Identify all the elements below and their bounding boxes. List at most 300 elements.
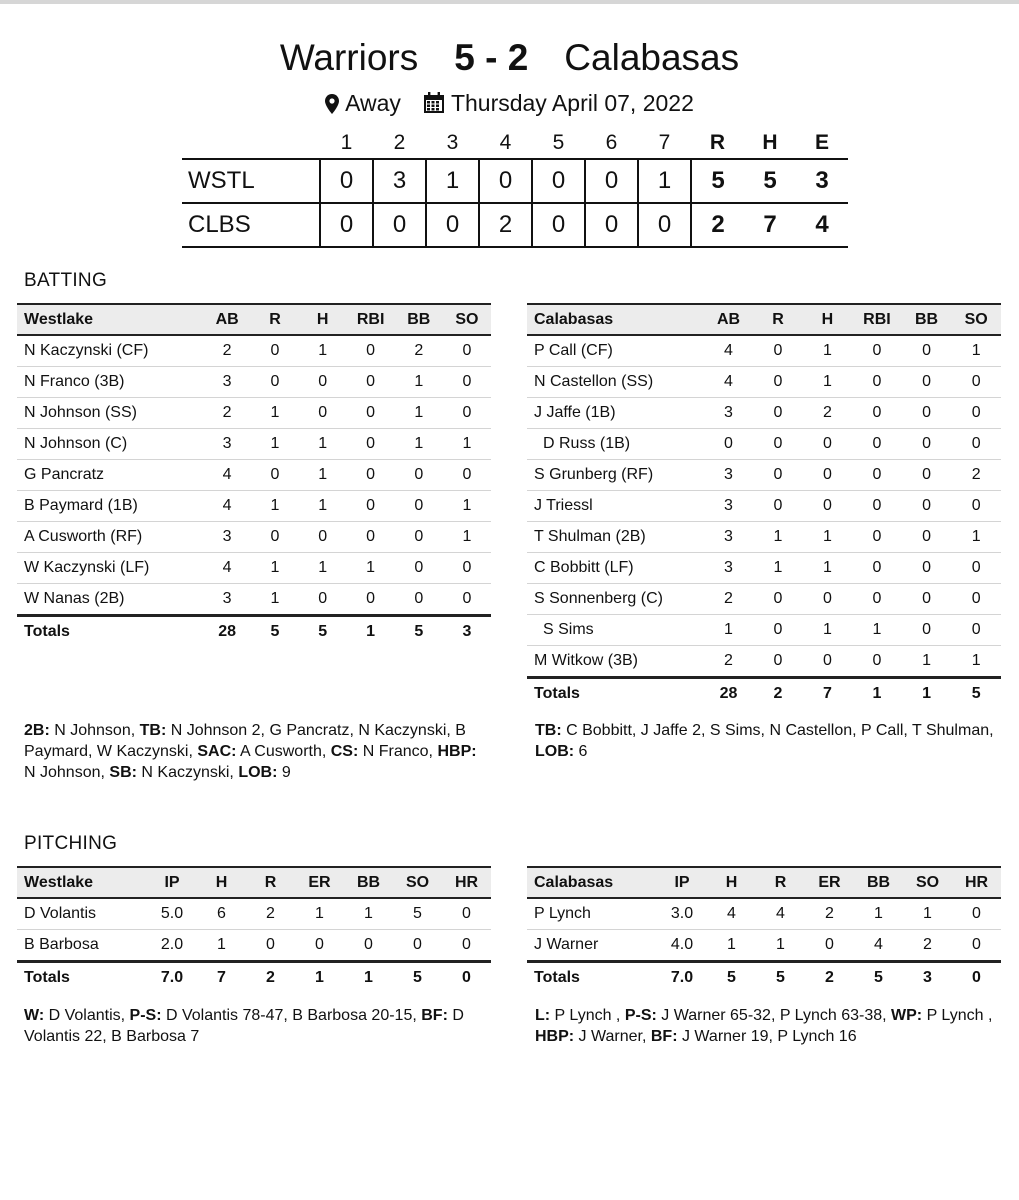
total-value: 5 [951,678,1001,710]
stat-value: 1 [803,335,852,367]
stat-value: 0 [266,936,275,953]
stat-value: 0 [753,367,802,398]
inning-header: 7 [658,131,671,154]
stat-value: 0 [902,584,952,615]
stat-column-header: R [246,867,295,898]
note-key: WP: [891,1007,923,1024]
player-row [527,930,1001,962]
stat-column-header: AB [203,304,251,335]
stat-value: 2 [203,335,251,367]
player-name: B Barbosa [24,936,99,953]
stat-value: 0 [315,936,324,953]
note-value: D Volantis 22, B Barbosa 7 [24,1007,464,1045]
stat-value: 3.0 [657,898,707,930]
stat-value: 1 [395,398,443,429]
totals-row [17,616,491,648]
stat-value: 3 [704,491,754,522]
stat-value: 0 [902,398,952,429]
note-value: J Warner 65-32, P Lynch 63-38, [656,1007,892,1024]
player-row [527,898,1001,930]
player-row [527,615,1001,646]
stat-value: 2 [805,898,854,930]
stat-value: 1 [395,429,443,460]
player-row [17,398,491,429]
stat-value: 0 [902,522,952,553]
stat-value: 0 [299,522,347,553]
stat-value: 2 [203,398,251,429]
stat-value: 0 [852,522,902,553]
stat-value: 0 [462,936,471,953]
player-name: W Kaczynski (LF) [17,553,203,584]
player-name: D Russ (1B) [527,429,704,460]
note-key: L: [535,1007,551,1024]
total-value: 5 [393,962,442,994]
player-row [17,930,491,962]
inning-header: 2 [393,131,406,154]
stat-value: 2 [704,584,754,615]
team-column-header: Calabasas [527,867,657,898]
totals-label: Totals [17,962,147,994]
stat-value: 1 [951,335,1001,367]
total-value: 5 [299,616,347,648]
note-value: C Bobbitt, J Jaffe 2, S Sims, N Castellon, P Call, T Shulman, [561,722,994,739]
stat-value: 3 [704,460,754,491]
stat-value: 6 [197,898,246,930]
total-errors: 4 [796,203,848,247]
inning-runs: 0 [532,203,585,247]
stat-value: 1 [443,491,491,522]
line-score-table [182,128,848,248]
hits-header: H [762,131,778,154]
total-value: 7.0 [657,962,707,994]
stat-value: 0 [443,553,491,584]
away-team-name: Calabasas [564,37,740,78]
total-value: 5 [707,962,756,994]
total-value: 5 [395,616,443,648]
westlake-batting-table [17,303,491,647]
note-key: HBP: [437,743,477,760]
player-row [17,367,491,398]
stat-value: 0 [364,936,373,953]
stats-header-row [527,304,1001,335]
note-value: A Cusworth, [236,743,331,760]
note-key: P-S: [624,1007,657,1024]
total-value: 7.0 [147,962,197,994]
stat-column-header: SO [903,867,952,898]
stat-value: 1 [295,898,344,930]
stat-value: 1 [270,590,280,607]
inning-header: 6 [605,131,618,154]
stat-column-header: HR [442,867,491,898]
inning-header: 5 [552,131,565,154]
stat-value: 0 [803,584,852,615]
stat-value: 0 [299,367,347,398]
stat-column-header: HR [952,867,1001,898]
stat-value: 0 [902,615,952,646]
stat-value: 0 [442,898,491,930]
total-value: 0 [952,962,1001,994]
stat-value: 0 [347,460,395,491]
inning-runs: 0 [585,159,638,203]
player-name: N Johnson (SS) [17,398,203,429]
inning-runs: 3 [373,159,426,203]
top-divider [0,0,1019,4]
totals-row [527,962,1001,994]
stat-value: 0 [395,522,443,553]
stat-value: 3 [203,367,251,398]
stat-value: 0 [753,615,802,646]
stat-value: 0 [852,429,902,460]
stat-value: 0 [753,460,802,491]
stat-value: 1 [299,460,347,491]
stat-column-header: BB [854,867,903,898]
stat-column-header: SO [393,867,442,898]
total-hits: 5 [744,159,796,203]
stat-value: 2 [923,936,932,953]
stat-column-header: H [707,867,756,898]
total-runs: 2 [691,203,744,247]
stat-value: 0 [852,335,902,367]
stat-column-header: H [197,867,246,898]
stat-value: 1 [753,553,802,584]
stat-value: 1 [803,522,852,553]
stat-value: 1 [854,898,903,930]
team-column-header: Westlake [17,304,203,335]
total-value: 5 [756,962,805,994]
team-column-header: Westlake [17,867,147,898]
stat-value: 1 [395,367,443,398]
stat-value: 0 [251,460,299,491]
stat-value: 0 [347,429,395,460]
line-score-header [182,128,848,159]
team-abbr: WSTL [182,159,320,203]
inning-runs: 1 [638,159,691,203]
total-value: 2 [753,678,802,710]
total-value: 1 [344,962,393,994]
total-value: 28 [704,678,754,710]
player-name: S Grunberg (RF) [527,460,704,491]
stat-value: 4 [707,898,756,930]
inning-header: 3 [446,131,459,154]
stat-value: 0 [414,590,424,607]
stat-value: 2 [803,398,852,429]
player-name: J Jaffe (1B) [527,398,704,429]
stat-column-header: ER [805,867,854,898]
stat-value: 0 [251,367,299,398]
stat-value: 4.0 [670,936,694,953]
stat-value: 4 [203,491,251,522]
game-date: Thursday April 07, 2022 [450,90,694,116]
note-value: P Lynch , [922,1007,993,1024]
stat-value: 0 [753,584,802,615]
note-key: LOB: [238,764,278,781]
player-row [17,898,491,930]
stat-value: 3 [704,398,754,429]
player-name: B Paymard (1B) [17,491,203,522]
calabasas-batting-notes [535,720,995,762]
stat-value: 0 [395,491,443,522]
totals-row [527,678,1001,710]
stat-value: 0 [299,398,347,429]
stat-value: 3 [203,429,251,460]
stat-value: 5 [393,898,442,930]
total-value: 0 [442,962,491,994]
stat-value: 0 [803,460,852,491]
stat-value: 1 [443,429,491,460]
player-row [17,584,491,616]
stat-value: 0 [443,460,491,491]
stat-value: 0 [803,429,852,460]
note-key: TB: [535,722,562,739]
stat-value: 1 [803,615,852,646]
stat-value: 1 [443,522,491,553]
stat-value: 0 [902,553,952,584]
inning-runs: 0 [638,203,691,247]
player-name: S Sims [527,615,704,646]
stat-value: 1 [217,936,226,953]
player-row [527,460,1001,491]
stat-value: 1 [776,936,785,953]
note-value: N Kaczynski, [136,764,239,781]
stat-value: 0 [822,652,832,669]
stat-value: 0 [318,590,328,607]
total-value: 1 [902,678,952,710]
totals-label: Totals [17,616,203,648]
stat-value: 0 [347,335,395,367]
player-name: G Pancratz [17,460,203,491]
stat-value: 0 [951,491,1001,522]
stat-value: 0 [347,522,395,553]
total-value: 2 [805,962,854,994]
player-row [17,553,491,584]
stat-value: 1 [251,491,299,522]
player-row [17,522,491,553]
stat-value: 0 [852,553,902,584]
stat-value: 2.0 [160,936,184,953]
stat-value: 0 [347,398,395,429]
stat-value: 3 [704,522,754,553]
stat-value: 1 [299,553,347,584]
note-value: 9 [277,764,291,781]
inning-runs: 1 [426,159,479,203]
batting-section-label: BATTING [24,270,108,291]
stat-value: 0 [704,429,754,460]
note-key: SB: [109,764,137,781]
player-row [527,584,1001,615]
stat-value: 1 [903,898,952,930]
stat-value: 1 [971,652,981,669]
note-value: P Lynch , [550,1007,625,1024]
stat-value: 3 [704,553,754,584]
stat-value: 0 [951,398,1001,429]
player-row [527,398,1001,429]
total-errors: 3 [796,159,848,203]
total-value: 1 [347,616,395,648]
game-title [0,36,1019,80]
stat-value: 0 [951,584,1001,615]
total-value: 28 [203,616,251,648]
stat-column-header: R [756,867,805,898]
note-value: N Johnson, [49,722,140,739]
player-row [527,646,1001,678]
player-row [527,553,1001,584]
player-name: C Bobbitt (LF) [527,553,704,584]
calendar-icon [423,91,445,121]
note-key: TB: [139,722,167,739]
stat-value: 1 [803,367,852,398]
inning-runs: 0 [426,203,479,247]
line-score-row [182,159,848,203]
total-hits: 7 [744,203,796,247]
stat-value: 1 [727,936,736,953]
note-key: 2B: [24,722,50,739]
totals-row [17,962,491,994]
stat-value: 0 [443,335,491,367]
player-row [527,522,1001,553]
stat-column-header: R [251,304,299,335]
player-row [17,460,491,491]
stat-value: 1 [347,553,395,584]
total-value: 3 [443,616,491,648]
stat-value: 1 [299,429,347,460]
player-name: D Volantis [17,898,147,930]
final-score: 5 - 2 [454,37,529,78]
stat-value: 1 [251,429,299,460]
line-score-row [182,203,848,247]
location-text: Away [345,90,401,116]
stat-value: 1 [803,553,852,584]
stat-value: 0 [753,429,802,460]
stat-column-header: SO [951,304,1001,335]
stat-value: 0 [852,584,902,615]
inning-header: 4 [499,131,512,154]
player-name: N Castellon (SS) [527,367,704,398]
note-value: N Johnson, [24,764,110,781]
inning-header: 1 [340,131,353,154]
stat-value: 0 [902,429,952,460]
inning-runs: 0 [585,203,638,247]
stat-value: 0 [395,460,443,491]
stat-value: 0 [753,491,802,522]
player-row [17,335,491,367]
note-key: LOB: [535,743,575,760]
stats-header-row [17,867,491,898]
stat-value: 0 [443,367,491,398]
map-pin-icon [325,91,339,121]
stat-value: 0 [872,652,882,669]
stat-value: 1 [922,652,931,669]
stat-column-header: IP [657,867,707,898]
inning-runs: 0 [532,159,585,203]
stat-value: 0 [952,898,1001,930]
player-name: M Witkow (3B) [534,652,638,669]
note-value: D Volantis, [44,1007,130,1024]
stat-value: 1 [251,398,299,429]
player-row [17,429,491,460]
player-name: N Kaczynski (CF) [17,335,203,367]
player-name: P Call (CF) [527,335,704,367]
stat-value: 0 [366,590,376,607]
stat-value: 0 [951,615,1001,646]
note-key: CS: [330,743,359,760]
total-value: 5 [251,616,299,648]
totals-label: Totals [527,678,704,710]
player-name: N Johnson (C) [17,429,203,460]
note-key: HBP: [535,1028,575,1045]
stat-value: 5.0 [147,898,197,930]
stat-value: 0 [753,398,802,429]
note-value: N Franco, [358,743,438,760]
note-value: J Warner 19, P Lynch 16 [677,1028,857,1045]
westlake-batting-notes [24,720,490,783]
player-row [527,335,1001,367]
stat-value: 0 [462,590,472,607]
stat-value: 4 [203,460,251,491]
note-key: BF: [650,1028,678,1045]
totals-label: Totals [527,962,657,994]
player-name: T Shulman (2B) [527,522,704,553]
stat-column-header: R [753,304,802,335]
team-abbr: CLBS [182,203,320,247]
stat-column-header: AB [704,304,754,335]
stat-column-header: RBI [347,304,395,335]
note-key: P-S: [129,1007,162,1024]
stat-column-header: SO [443,304,491,335]
stat-value: 0 [251,522,299,553]
team-column-header: Calabasas [527,304,704,335]
total-value: 5 [854,962,903,994]
stat-column-header: BB [902,304,952,335]
stat-value: 0 [951,553,1001,584]
stat-value: 4 [756,898,805,930]
note-value: 6 [574,743,588,760]
player-name: A Cusworth (RF) [17,522,203,553]
player-name: J Warner [534,936,599,953]
stat-value: 1 [299,335,347,367]
stat-value: 3 [203,522,251,553]
stat-value: 2 [951,460,1001,491]
stat-value: 4 [874,936,883,953]
calabasas-pitching-notes [535,1005,1005,1047]
player-row [527,367,1001,398]
inning-runs: 0 [320,203,373,247]
inning-runs: 0 [479,159,532,203]
westlake-pitching-table [17,866,491,993]
stat-column-header: H [299,304,347,335]
player-name: P Lynch [527,898,657,930]
note-value: J Warner, [574,1028,651,1045]
stat-value: 4 [704,335,754,367]
stat-value: 1 [704,615,754,646]
player-name: N Franco (3B) [17,367,203,398]
stat-column-header: RBI [852,304,902,335]
stat-value: 1 [852,615,902,646]
player-row [17,491,491,522]
note-key: W: [24,1007,45,1024]
inning-runs: 0 [320,159,373,203]
total-value: 1 [295,962,344,994]
total-value: 7 [803,678,852,710]
stat-value: 2 [724,652,733,669]
total-value: 7 [197,962,246,994]
total-value: 1 [852,678,902,710]
stat-value: 0 [902,460,952,491]
note-value: N Johnson 2, G Pancratz, N Kaczynski, B Paymard, W Kaczynski, [24,722,466,760]
stat-value: 0 [852,398,902,429]
stat-value: 0 [773,652,783,669]
stat-column-header: IP [147,867,197,898]
stat-value: 1 [251,553,299,584]
